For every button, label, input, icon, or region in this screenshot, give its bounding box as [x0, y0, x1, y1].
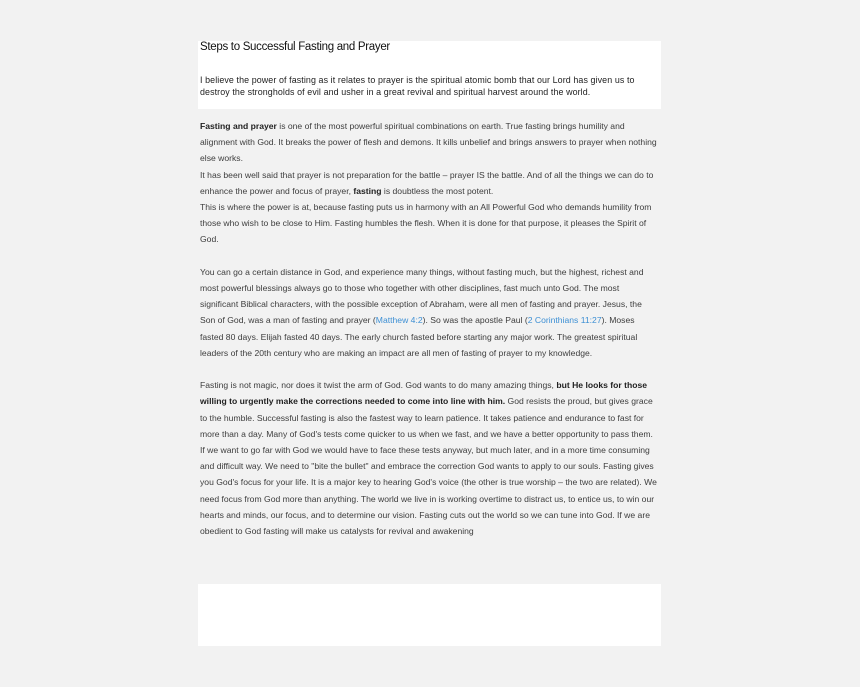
paragraph-text: is one of the most powerful spiritual combinations on earth. True fasting brings humility and alignment with God. It breaks the power of flesh and demons. It kills unbelief and brings answers to prayer when nothing else works. — [200, 121, 657, 164]
bold-phrase: Fasting and prayer — [200, 121, 277, 131]
bold-phrase: fasting — [353, 185, 382, 196]
article-body — [200, 118, 658, 539]
scripture-link-matthew[interactable]: Matthew 4:2 — [375, 315, 423, 326]
scripture-link-corinthians[interactable]: 2 Corinthians 11:27 — [527, 315, 602, 326]
intro-paragraph: I believe the power of fasting as it relates to prayer is the spiritual atomic bomb that our Lord has given us to destroy the strongholds of evil and usher in a great revival and spiritual harvest around the world. — [200, 75, 635, 97]
paragraph-text: God resists the proud, but gives grace to the humble. Successful fasting is also the fastest way to learn patience. It takes patience and endurance to fast for more than a day. Many of God's tests come quicker to us when we fast, and we have a better opportunity to pass them. If we want to go far with God we would have to face these tests anyway, but much later, and in a more time consuming and difficult way. We need to "bite the bullet" and embrace the correction God wants to apply to our souls. Fasting gives you God's focus for your life. It is a major key to hearing God's voice (the other is true worship – the two are related). We need focus from God more than anything. The world we live in is working overtime to distract us, to entice us, to win our hearts and minds, our focus, and to determine our vision. Fasting cuts out the world so we can tune into God. If we are obedient to God fasting will make us catalysts for revival and awakening — [200, 396, 657, 537]
footer-panel — [198, 584, 661, 646]
paragraph-text: ). So was the apostle Paul ( — [422, 315, 528, 326]
paragraph-text: You can go a certain distance in God, and experience many things, without fasting much, but the highest, richest and most powerful blessings always go to those who together with other disciplines, fast much unto God. The most significant Biblical characters, with the possible exception of Abraham, were all men of fasting and prayer. Jesus, the Son of God, was a man of fasting and prayer ( — [200, 266, 644, 326]
paragraph-gap — [200, 361, 658, 377]
paragraph-text: ). Moses fasted 80 days. Elijah fasted 40 days. The early church fasted before starting any major work. The greatest spiritual leaders of the 20th century who are making an impact are all men of fasting of prayer to my knowledge. — [200, 315, 638, 358]
paragraph-text: is doubtless the most potent. — [381, 185, 494, 196]
document-page — [198, 41, 661, 646]
paragraph-gap — [200, 248, 658, 264]
paragraph-fasting-and-prayer — [200, 118, 658, 167]
paragraph-power: This is where the power is at, because fasting puts us in harmony with an All Powerful God who demands humility from those who wish to be close to Him. Fasting humbles the flesh. When it is done for that purpose, it pleases the Spirit of God. — [200, 202, 652, 245]
paragraph-distance-in-god — [200, 264, 658, 361]
paragraph-prayer-battle — [200, 167, 658, 199]
bold-phrase: but He looks for those willing to urgently make the corrections needed to come into line with him. — [200, 380, 648, 407]
page-title: Steps to Successful Fasting and Prayer — [200, 41, 390, 53]
paragraph-text: It has been well said that prayer is not preparation for the battle – prayer IS the battle. And of all the things we can do to enhance the power and focus of prayer, — [200, 169, 654, 196]
paragraph-text: Fasting is not magic, nor does it twist the arm of God. God wants to do many amazing things, — [200, 380, 557, 391]
paragraph-not-magic — [200, 377, 658, 539]
